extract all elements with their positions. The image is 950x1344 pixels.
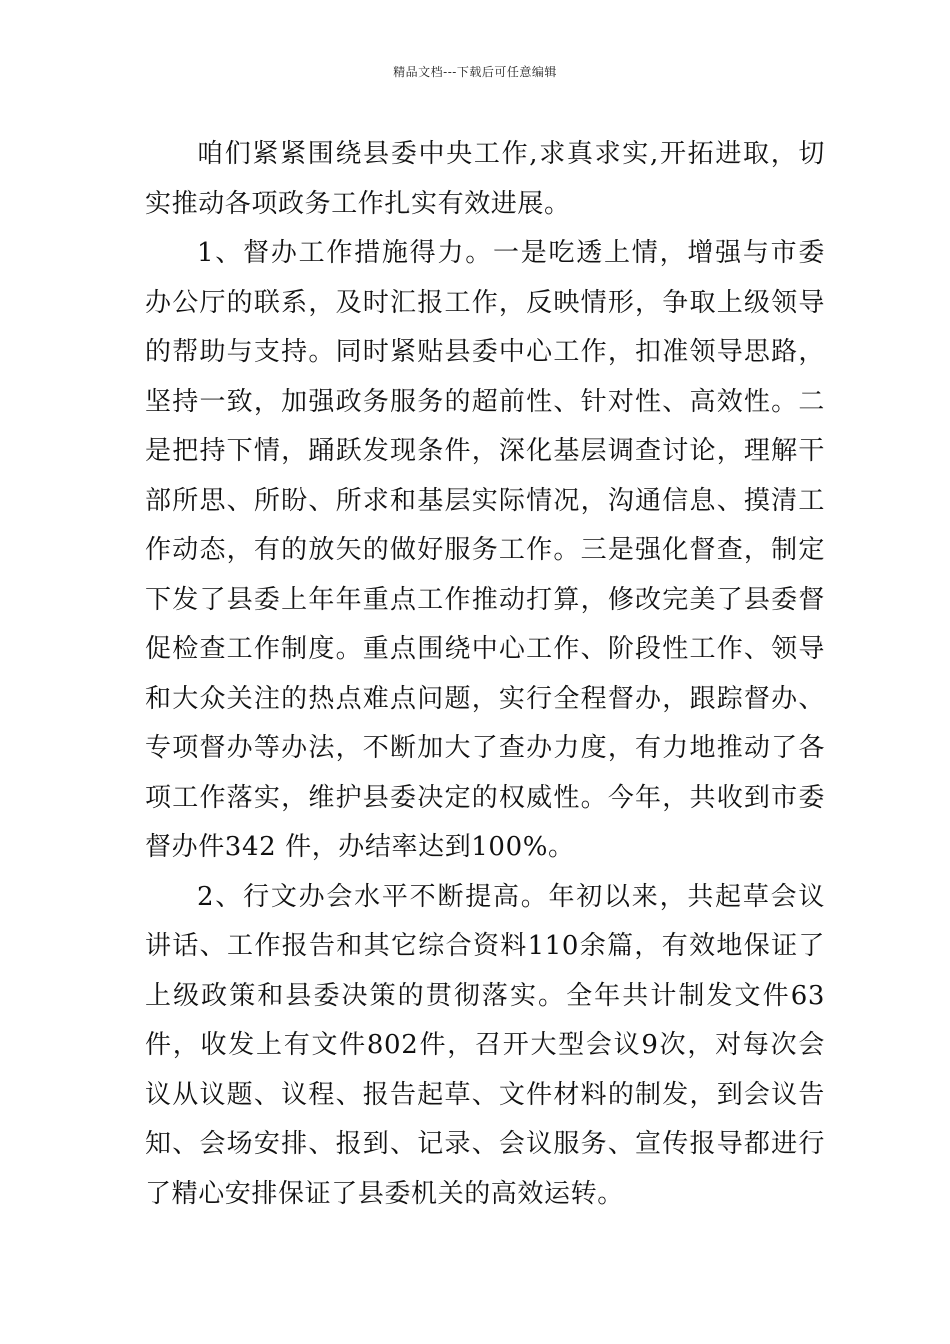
page-header: 精品文档---下载后可任意编辑 [393,65,557,79]
paragraph-intro: 咱们紧紧围绕县委中央工作,求真求实,开拓进取，切实推动各项政务工作扎实有效进展。 [145,139,825,219]
paragraph-documents-meetings: 2、行文办会水平不断提高。年初以来，共起草会议讲话、工作报告和其它综合资料110余篇，有效地保证了上级政策和县委决策的贯彻落实。全年共计制发文件63件，收发上有文件802件，召开大型会议9次，对每次会议从议题、议程、报告起草、文件材料的制发，到会议告知、会场安排、报到、记录、会议服务、宣传报导都进行了精心安排保证了县委机关的高效运转。 [145,881,825,1209]
paragraph-supervision: 1、督办工作措施得力。一是吃透上情，增强与市委办公厅的联系，及时汇报工作，反映情形，争取上级领导的帮助与支持。同时紧贴县委中心工作，扣准领导思路，坚持一致，加强政务服务的超前性、针对性、高效性。二是把持下情，踊跃发现条件，深化基层调查讨论，理解干部所思、所盼、所求和基层实际情况，沟通信息、摸清工作动态，有的放矢的做好服务工作。三是强化督查，制定下发了县委上年年重点工作推动打算，修改完美了县委督促检查工作制度。重点围绕中心工作、阶段性工作、领导和大众关注的热点难点问题，实行全程督办，跟踪督办、专项督办等办法，不断加大了查办力度，有力地推动了各项工作落实，维护县委决定的权威性。今年，共收到市委督办件342 件，办结率达到100%。 [145,238,825,862]
document-body [145,130,825,1219]
